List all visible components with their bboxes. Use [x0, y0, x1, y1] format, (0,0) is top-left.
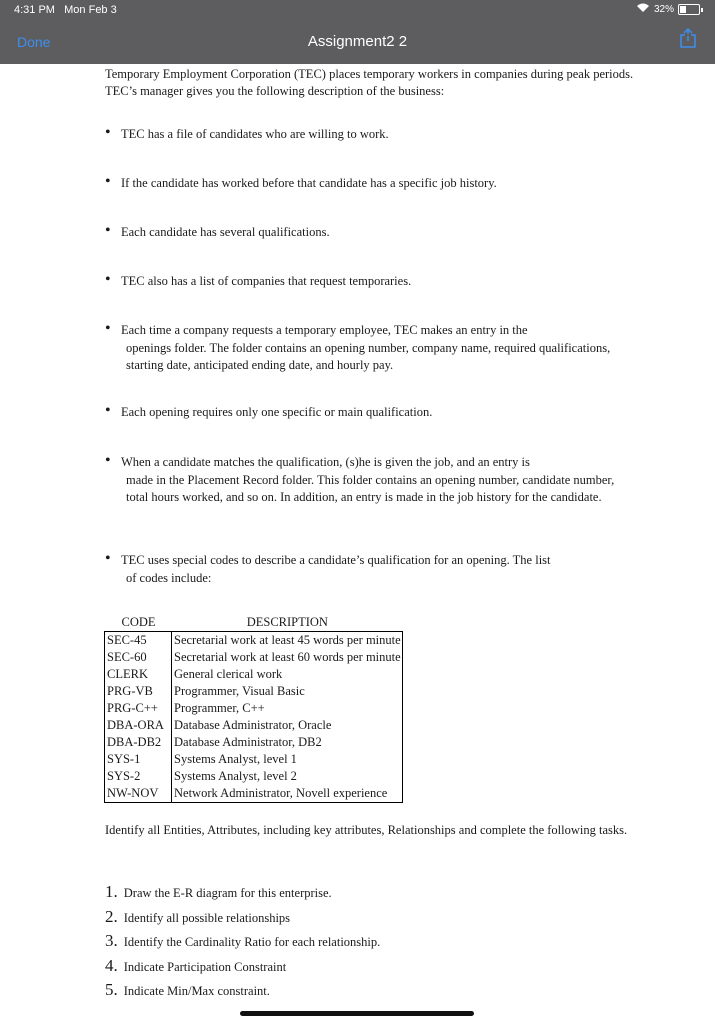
bullet-item: • Each candidate has several qualifications. — [105, 222, 330, 239]
task-item: 1. Draw the E-R diagram for this enterprise. — [105, 882, 332, 901]
code-header: CODE — [105, 614, 172, 632]
description-cell: Database Administrator, DB2 — [172, 734, 403, 751]
status-time: 4:31 PM Mon Feb 3 — [14, 4, 117, 16]
code-cell: SEC-45 — [105, 632, 172, 650]
table-row — [105, 632, 403, 650]
battery-percent: 32% — [653, 4, 674, 15]
bullet-dot: • — [105, 271, 111, 288]
bullet-dot: • — [105, 173, 111, 190]
bullet-dot: • — [105, 452, 111, 469]
table-row — [105, 717, 403, 734]
done-button[interactable]: Done — [17, 34, 51, 50]
description-cell: Systems Analyst, level 2 — [172, 768, 403, 785]
code-cell: SYS-1 — [105, 751, 172, 768]
description-header: DESCRIPTION — [172, 614, 403, 632]
bullet-item: • TEC uses special codes to describe a candidate’s qualification for an opening. The list of codes include: — [105, 550, 551, 585]
bullet-dot: • — [105, 124, 111, 141]
codes-table — [104, 614, 403, 803]
task-item: 3. Identify the Cardinality Ratio for each relationship. — [105, 931, 381, 950]
description-cell: Programmer, Visual Basic — [172, 683, 403, 700]
bullet-item: • TEC also has a list of companies that request temporaries. — [105, 271, 412, 288]
table-header-row — [105, 614, 403, 632]
code-cell: SEC-60 — [105, 649, 172, 666]
bullet-item: • Each time a company requests a temporary employee, TEC makes an entry in the openings folder. The folder contains an opening number, company name, required qualifications, starting date, anticipated ending date, and hourly pay. — [105, 320, 611, 372]
table-row — [105, 768, 403, 785]
description-cell: Programmer, C++ — [172, 700, 403, 717]
code-cell: SYS-2 — [105, 768, 172, 785]
table-row — [105, 751, 403, 768]
bullet-item: • Each opening requires only one specific or main qualification. — [105, 402, 433, 419]
home-indicator[interactable] — [240, 1011, 474, 1016]
intro-paragraph: Temporary Employment Corporation (TEC) places temporary workers in companies during peak periods. TEC’s manager gives you the following description of the business: — [105, 67, 634, 98]
table-row — [105, 649, 403, 666]
task-item: 4. Indicate Participation Constraint — [105, 955, 287, 975]
description-cell: Secretarial work at least 45 words per minute — [172, 632, 403, 650]
top-bar — [0, 0, 715, 64]
outro-paragraph: Identify all Entities, Attributes, including key attributes, Relationships and complete the following tasks. — [105, 823, 628, 837]
bullet-item: • TEC has a file of candidates who are willing to work. — [105, 124, 389, 141]
document-title: Assignment2 2 — [307, 33, 408, 50]
share-icon[interactable] — [679, 28, 697, 48]
bullet-dot: • — [105, 222, 111, 239]
description-cell: Secretarial work at least 60 words per minute — [172, 649, 403, 666]
description-cell: Database Administrator, Oracle — [172, 717, 403, 734]
description-cell: General clerical work — [172, 666, 403, 683]
wifi-icon — [636, 3, 650, 16]
table-row — [105, 683, 403, 700]
code-cell: PRG-C++ — [105, 700, 172, 717]
description-cell: Systems Analyst, level 1 — [172, 751, 403, 768]
code-cell: NW-NOV — [105, 785, 172, 803]
table-row — [105, 734, 403, 751]
code-cell: DBA-ORA — [105, 717, 172, 734]
task-list — [105, 882, 380, 1005]
table-row — [105, 785, 403, 803]
code-cell: PRG-VB — [105, 683, 172, 700]
bullet-item: • If the candidate has worked before that candidate has a specific job history. — [105, 173, 497, 190]
status-right — [636, 3, 703, 16]
code-cell: DBA-DB2 — [105, 734, 172, 751]
bullet-dot: • — [105, 402, 111, 419]
bullet-item: • When a candidate matches the qualification, (s)he is given the job, and an entry is made in the Placement Record folder. This folder contains an opening number, candidate number, total hours worked, and so on. In addition, an entry is made in the job history for the candidate. — [105, 452, 615, 504]
table-row — [105, 666, 403, 683]
bullet-dot: • — [105, 550, 111, 567]
task-item: 2. Identify all possible relationships — [105, 906, 291, 926]
task-item: 5. Indicate Min/Max constraint. — [105, 980, 270, 999]
code-cell: CLERK — [105, 666, 172, 683]
battery-icon — [678, 4, 700, 15]
table-row — [105, 700, 403, 717]
bullet-dot: • — [105, 320, 111, 337]
description-cell: Network Administrator, Novell experience — [172, 785, 403, 803]
